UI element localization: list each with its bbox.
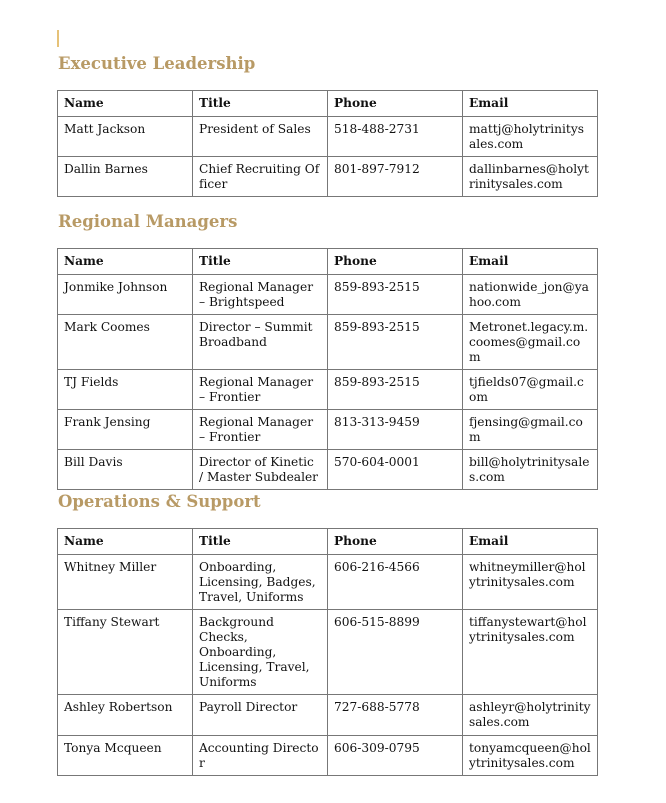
- cell-name: Mark Coomes: [58, 315, 193, 370]
- cell-name: Jonmike Johnson: [58, 275, 193, 315]
- cell-email[interactable]: Metronet.legacy.m.coomes@gmail.com: [463, 315, 598, 370]
- table-row: [58, 117, 598, 157]
- cell-title: Director of Kinetic / Master Subdealer: [193, 450, 328, 490]
- cell-name: Ashley Robertson: [58, 695, 193, 736]
- cell-phone: 859-893-2515: [328, 275, 463, 315]
- cell-name: Dallin Barnes: [58, 157, 193, 197]
- cell-title: Regional Manager – Frontier: [193, 410, 328, 450]
- cell-email[interactable]: ashleyr@holytrinitysales.com: [463, 695, 598, 736]
- cell-email[interactable]: tiffanystewart@holytrinitysales.com: [463, 610, 598, 695]
- table-row: [58, 736, 598, 776]
- cell-phone: 859-893-2515: [328, 315, 463, 370]
- cell-name: Tonya Mcqueen: [58, 736, 193, 776]
- cell-phone: 606-309-0795: [328, 736, 463, 776]
- cell-name: Whitney Miller: [58, 555, 193, 610]
- cell-name: Bill Davis: [58, 450, 193, 490]
- column-header-phone: Phone: [328, 91, 463, 117]
- column-header-title: Title: [193, 91, 328, 117]
- table-row: [58, 275, 598, 315]
- cell-title: Onboarding, Licensing, Badges, Travel, Uniforms: [193, 555, 328, 610]
- cell-title: Director – Summit Broadband: [193, 315, 328, 370]
- executive-leadership-table: [57, 90, 598, 197]
- table-row: [58, 450, 598, 490]
- cell-title: President of Sales: [193, 117, 328, 157]
- table-row: [58, 157, 598, 197]
- cell-title: Payroll Director: [193, 695, 328, 736]
- column-header-name: Name: [58, 249, 193, 275]
- column-header-email: Email: [463, 529, 598, 555]
- cell-name: Tiffany Stewart: [58, 610, 193, 695]
- table-row: [58, 315, 598, 370]
- section-title-executive-leadership: Executive Leadership: [58, 54, 256, 73]
- text-cursor: [57, 30, 59, 47]
- cell-email[interactable]: nationwide_jon@yahoo.com: [463, 275, 598, 315]
- cell-title: Regional Manager – Brightspeed: [193, 275, 328, 315]
- cell-email[interactable]: whitneymiller@holytrinitysales.com: [463, 555, 598, 610]
- regional-managers-table: [57, 248, 598, 490]
- cell-phone: 518-488-2731: [328, 117, 463, 157]
- cell-phone: 859-893-2515: [328, 370, 463, 410]
- cell-title: Accounting Director: [193, 736, 328, 776]
- cell-phone: 606-216-4566: [328, 555, 463, 610]
- column-header-title: Title: [193, 529, 328, 555]
- table-header-row: [58, 91, 598, 117]
- cell-name: Frank Jensing: [58, 410, 193, 450]
- column-header-email: Email: [463, 91, 598, 117]
- table-header-row: [58, 249, 598, 275]
- column-header-name: Name: [58, 529, 193, 555]
- operations-support-table: [57, 528, 598, 776]
- cell-phone: 606-515-8899: [328, 610, 463, 695]
- column-header-email: Email: [463, 249, 598, 275]
- table-row: [58, 370, 598, 410]
- cell-phone: 813-313-9459: [328, 410, 463, 450]
- cell-name: Matt Jackson: [58, 117, 193, 157]
- cell-email[interactable]: fjensing@gmail.com: [463, 410, 598, 450]
- cell-title: Background Checks, Onboarding, Licensing, Travel, Uniforms: [193, 610, 328, 695]
- cell-email[interactable]: bill@holytrinitysales.com: [463, 450, 598, 490]
- table-header-row: [58, 529, 598, 555]
- table-row: [58, 555, 598, 610]
- table-row: [58, 695, 598, 736]
- cell-name: TJ Fields: [58, 370, 193, 410]
- cell-phone: 570-604-0001: [328, 450, 463, 490]
- cell-email[interactable]: dallinbarnes@holytrinitysales.com: [463, 157, 598, 197]
- column-header-title: Title: [193, 249, 328, 275]
- column-header-phone: Phone: [328, 529, 463, 555]
- cell-title: Regional Manager – Frontier: [193, 370, 328, 410]
- cell-email[interactable]: tonyamcqueen@holytrinitysales.com: [463, 736, 598, 776]
- table-row: [58, 610, 598, 695]
- cell-phone: 727-688-5778: [328, 695, 463, 736]
- section-title-regional-managers: Regional Managers: [58, 212, 238, 231]
- table-row: [58, 410, 598, 450]
- column-header-phone: Phone: [328, 249, 463, 275]
- cell-email[interactable]: tjfields07@gmail.com: [463, 370, 598, 410]
- cell-phone: 801-897-7912: [328, 157, 463, 197]
- cell-email[interactable]: mattj@holytrinitysales.com: [463, 117, 598, 157]
- column-header-name: Name: [58, 91, 193, 117]
- section-title-operations-support: Operations & Support: [58, 492, 261, 511]
- cell-title: Chief Recruiting Officer: [193, 157, 328, 197]
